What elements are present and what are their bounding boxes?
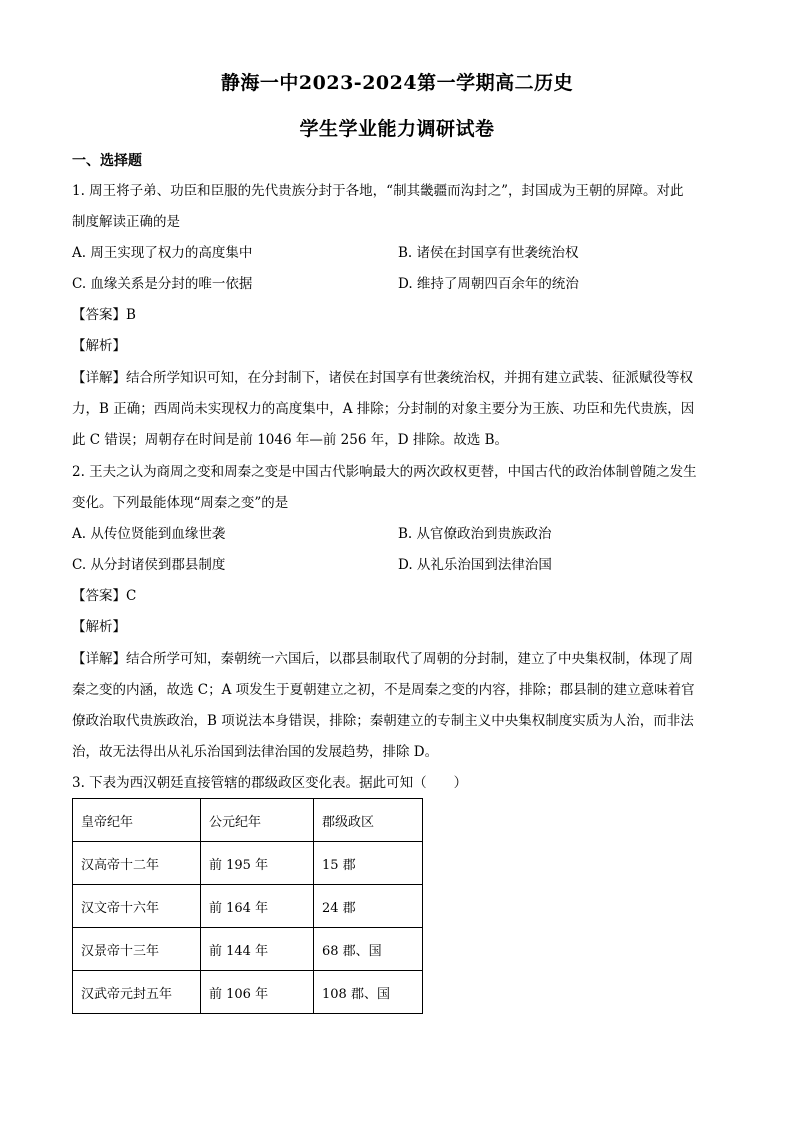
q1-option-c: C. 血缘关系是分封的唯一依据 bbox=[72, 276, 253, 292]
q3-stem: 3. 下表为西汉朝廷直接管辖的郡级政区变化表。据此可知（ ） bbox=[72, 775, 468, 791]
page-title: 静海一中2023-2024第一学期高二历史 bbox=[220, 72, 574, 94]
table-header-cell: 皇帝纪年 bbox=[73, 799, 201, 842]
q2-detail-line2: 秦之变的内涵，故选 C；A 项发生于夏朝建立之初，不是周秦之变的内容，排除；郡县制的建立意味着官 bbox=[72, 682, 695, 698]
page-subtitle: 学生学业能力调研试卷 bbox=[299, 118, 495, 140]
q2-option-d: D. 从礼乐治国到法律治国 bbox=[398, 557, 552, 573]
table-header-row bbox=[73, 799, 423, 842]
q2-answer: 【答案】C bbox=[72, 588, 137, 604]
q1-detail-line1: 【详解】结合所学知识可知，在分封制下，诸侯在封国享有世袭统治权，并拥有建立武装、征派赋役等权 bbox=[72, 370, 693, 386]
table-cell: 24 郡 bbox=[314, 885, 423, 928]
table-cell: 前 195 年 bbox=[201, 842, 314, 885]
q2-analysis-label: 【解析】 bbox=[72, 619, 126, 635]
section-heading: 一、选择题 bbox=[72, 153, 142, 169]
table-cell: 15 郡 bbox=[314, 842, 423, 885]
table-row bbox=[73, 928, 423, 971]
q1-option-a: A. 周王实现了权力的高度集中 bbox=[72, 245, 253, 261]
q2-option-b: B. 从官僚政治到贵族政治 bbox=[398, 526, 552, 542]
q2-option-c: C. 从分封诸侯到郡县制度 bbox=[72, 557, 226, 573]
q1-detail-line2: 力，B 正确；西周尚未实现权力的高度集中，A 排除；分封制的对象主要分为王族、功臣和先代贵族，因 bbox=[72, 401, 695, 417]
table-cell: 108 郡、国 bbox=[314, 971, 423, 1014]
table-row bbox=[73, 885, 423, 928]
q1-stem-line1: 1. 周王将子弟、功臣和臣服的先代贵族分封于各地，“制其畿疆而沟封之”，封国成为王朝的屏障。对此 bbox=[72, 183, 684, 199]
table-cell: 前 164 年 bbox=[201, 885, 314, 928]
q1-stem-line2: 制度解读正确的是 bbox=[72, 214, 180, 230]
table-cell: 汉景帝十三年 bbox=[73, 928, 201, 971]
table-cell: 前 144 年 bbox=[201, 928, 314, 971]
q2-detail-line1: 【详解】结合所学可知，秦朝统一六国后，以郡县制取代了周朝的分封制，建立了中央集权制，体现了周 bbox=[72, 651, 693, 667]
table-header-cell: 公元纪年 bbox=[201, 799, 314, 842]
q2-stem-line2: 变化。下列最能体现“周秦之变”的是 bbox=[72, 495, 289, 511]
q2-detail-line4: 治，故无法得出从礼乐治国到法律治国的发展趋势，排除 D。 bbox=[72, 744, 439, 760]
q1-option-d: D. 维持了周朝四百余年的统治 bbox=[398, 276, 579, 292]
table-cell: 汉文帝十六年 bbox=[73, 885, 201, 928]
q1-answer: 【答案】B bbox=[72, 307, 136, 323]
q2-detail-line3: 僚政治取代贵族政治，B 项说法本身错误，排除；秦朝建立的专制主义中央集权制度实质为人治，而非法 bbox=[72, 713, 694, 729]
table-cell: 汉高帝十二年 bbox=[73, 842, 201, 885]
q1-detail-line3: 此 C 错误；周朝存在时间是前 1046 年—前 256 年，D 排除。故选 B。 bbox=[72, 432, 509, 448]
q1-analysis-label: 【解析】 bbox=[72, 338, 126, 354]
prefecture-table bbox=[72, 798, 423, 1014]
table-row bbox=[73, 842, 423, 885]
q2-option-a: A. 从传位贤能到血缘世袭 bbox=[72, 526, 226, 542]
q2-stem-line1: 2. 王夫之认为商周之变和周秦之变是中国古代影响最大的两次政权更替，中国古代的政治体制曾随之发生 bbox=[72, 464, 697, 480]
table-cell: 68 郡、国 bbox=[314, 928, 423, 971]
table-cell: 前 106 年 bbox=[201, 971, 314, 1014]
table-cell: 汉武帝元封五年 bbox=[73, 971, 201, 1014]
table-header-cell: 郡级政区 bbox=[314, 799, 423, 842]
q1-option-b: B. 诸侯在封国享有世袭统治权 bbox=[398, 245, 579, 261]
table-row bbox=[73, 971, 423, 1014]
